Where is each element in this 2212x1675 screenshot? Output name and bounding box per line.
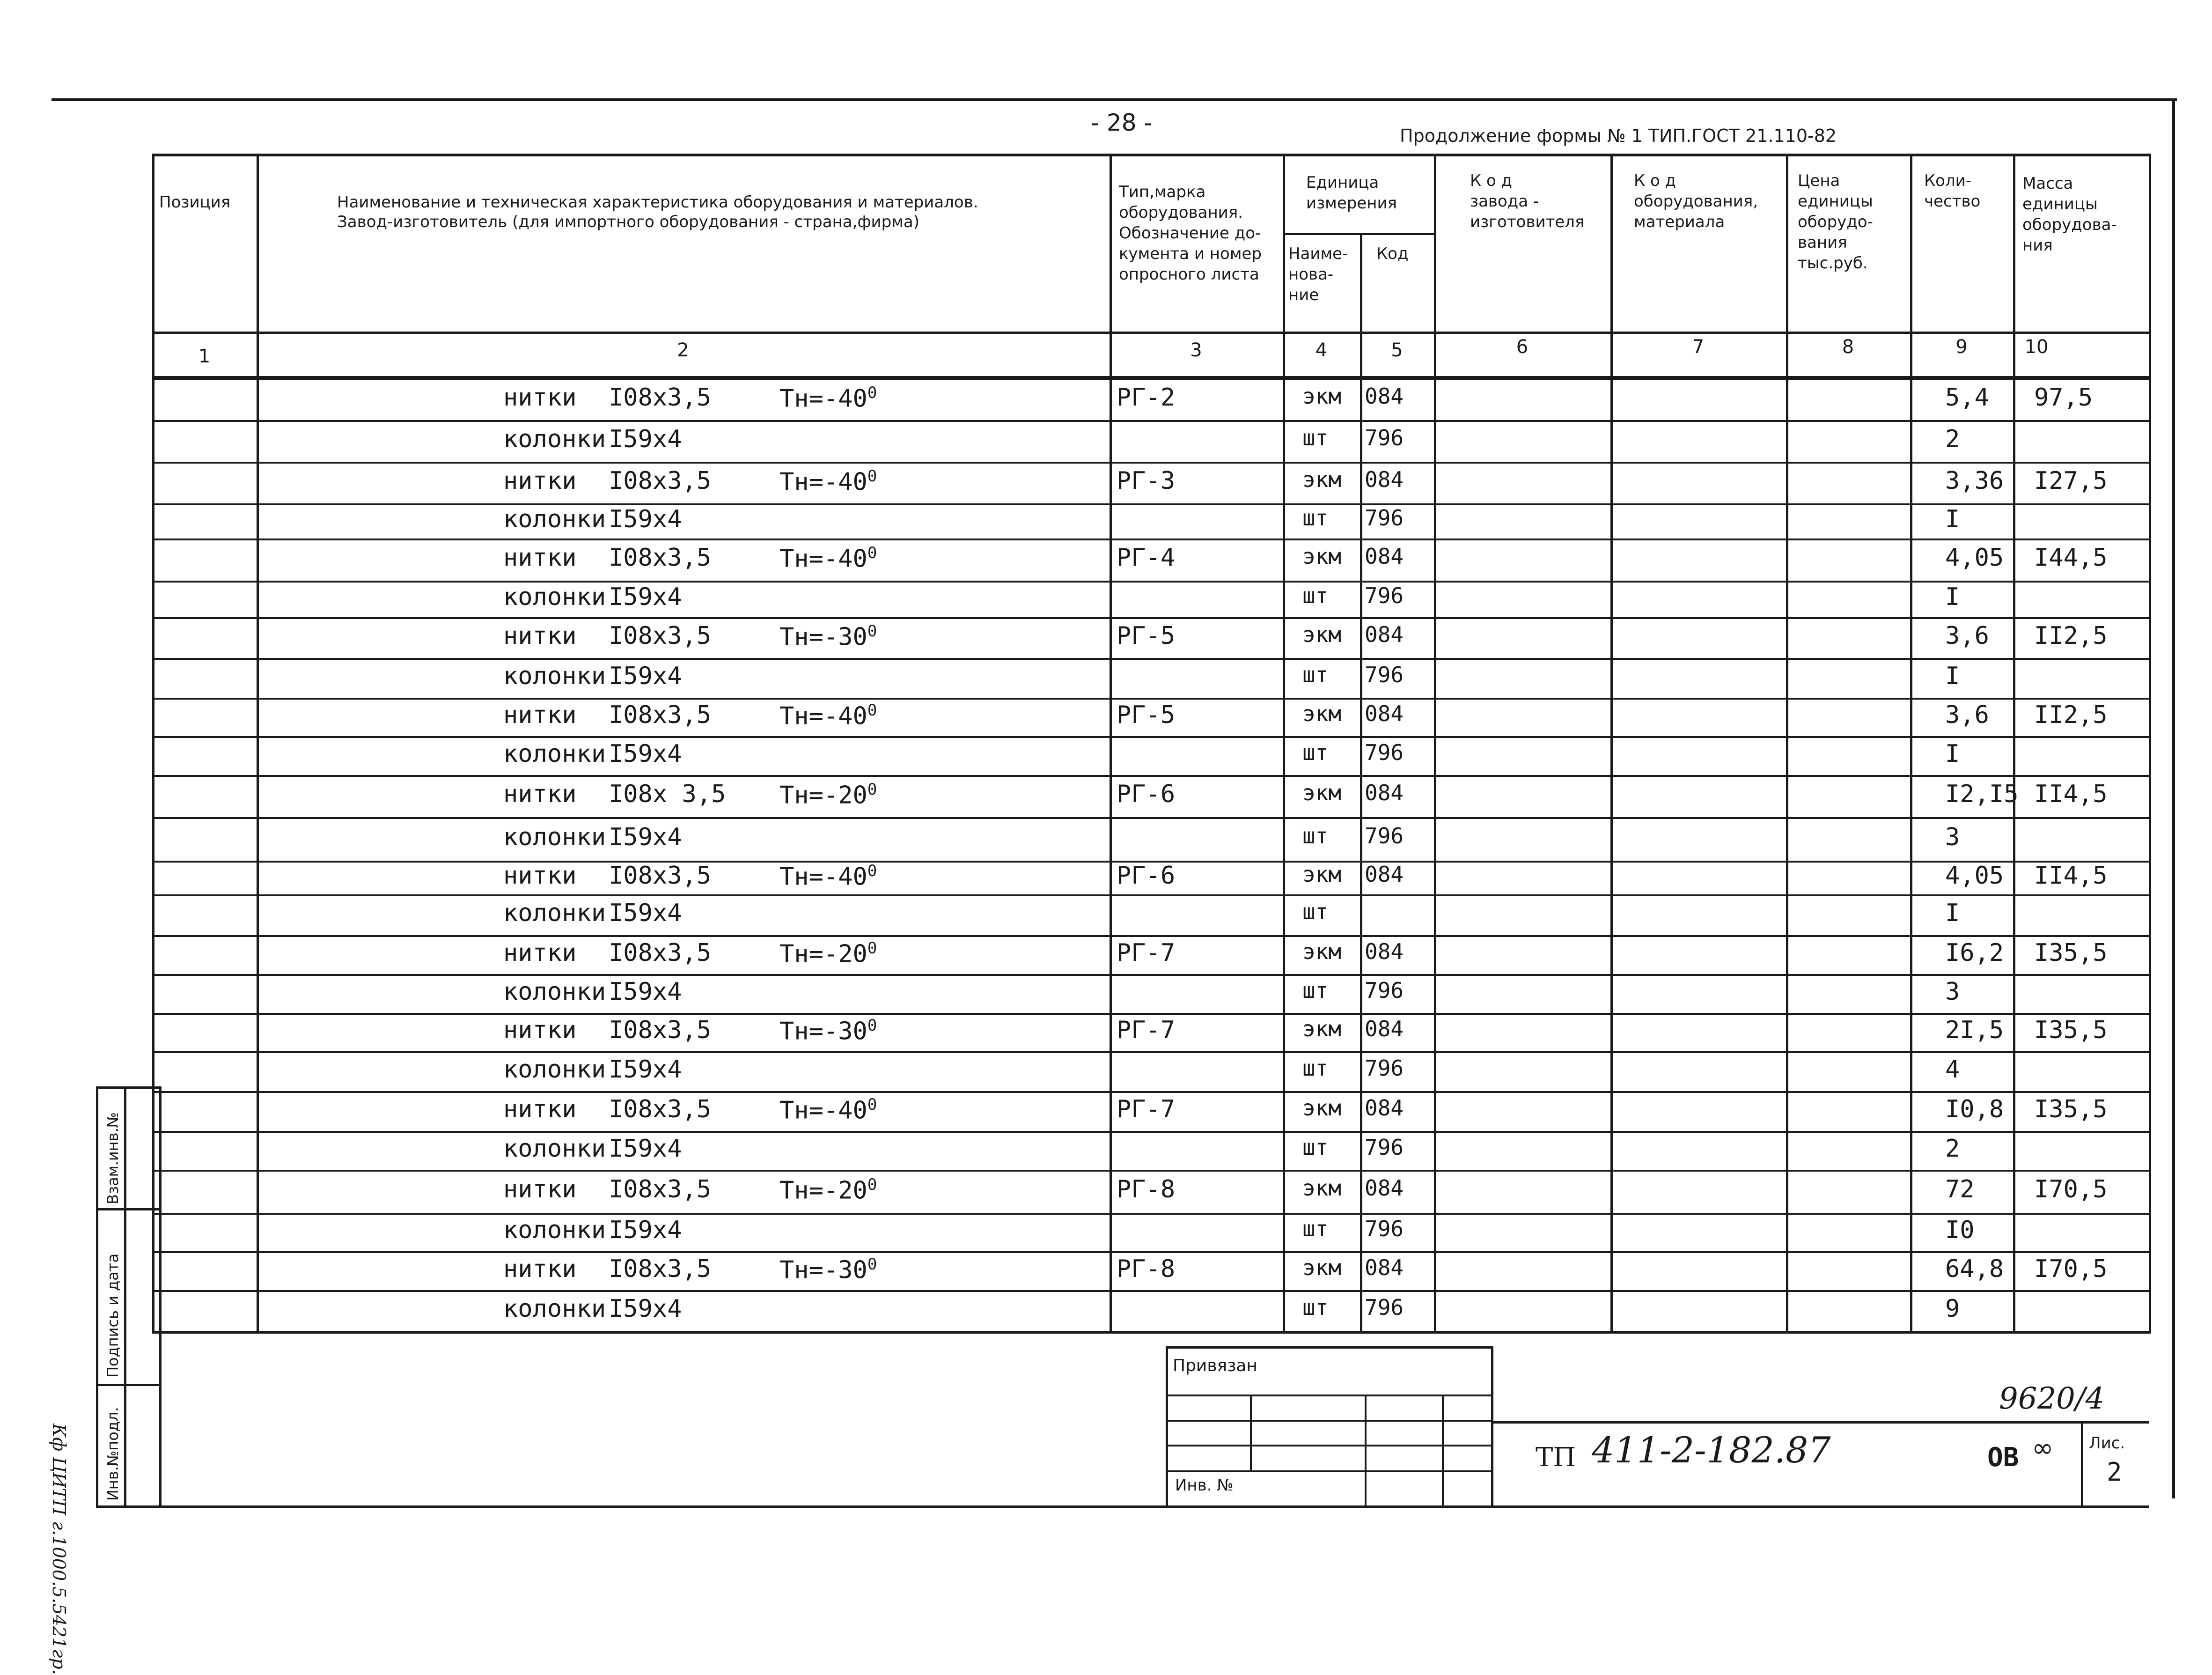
row-quantity: 3,36 [1945, 466, 2004, 495]
col-num-5: 5 [1391, 339, 1403, 361]
stamp-attached: Привязан [1173, 1356, 1257, 1375]
row-size: I08x3,5 [609, 862, 712, 890]
header-mass: Масса единицы оборудова- ния [2022, 174, 2117, 255]
row-unit: экм [1302, 1016, 1342, 1041]
col-num-2: 2 [677, 339, 689, 361]
row-quantity: I6,2 [1945, 938, 2004, 967]
row-label: нитки [503, 383, 577, 412]
row-unit-code: 796 [1365, 977, 1404, 1003]
row-divider [152, 1170, 2151, 1172]
col-line-7 [1786, 154, 1788, 1334]
row-unit: шт [1302, 739, 1329, 765]
doc-number: 9620/4 [1999, 1381, 2105, 1416]
row-unit: шт [1302, 425, 1329, 450]
row-quantity: I0,8 [1945, 1095, 2004, 1123]
row-temperature: $Тн=-30^0$ [779, 621, 877, 651]
row-size: I08x3,5 [609, 383, 712, 412]
row-size: I08x 3,5 [609, 780, 726, 808]
row-label: нитки [503, 1254, 577, 1283]
row-mass: II4,5 [2034, 780, 2108, 808]
col-num-7: 7 [1692, 336, 1705, 358]
row-mass: II4,5 [2034, 862, 2108, 890]
row-unit: экм [1302, 1175, 1342, 1201]
row-label: нитки [503, 1175, 577, 1203]
row-temperature: $Тн=-30^0$ [779, 1016, 877, 1046]
row-size: I59x4 [609, 823, 682, 851]
row-label: нитки [503, 1095, 577, 1123]
row-size: I08x3,5 [609, 466, 712, 495]
side-strip-inner [124, 1086, 126, 1508]
row-mass: I27,5 [2034, 466, 2108, 495]
stamp-grid-v1 [1250, 1395, 1252, 1470]
row-label: колонки [503, 739, 606, 768]
row-label: колонки [503, 823, 606, 851]
section-code: ОВ [1987, 1442, 2019, 1473]
row-size: I08x3,5 [609, 1095, 712, 1123]
header-equipment-code: К о д оборудования, материала [1634, 171, 1758, 231]
row-size: I08x3,5 [609, 701, 712, 729]
row-divider [152, 974, 2151, 976]
col-line-10 [2149, 154, 2151, 1334]
row-unit-code: 796 [1365, 1216, 1404, 1241]
row-size: I08x3,5 [609, 1175, 712, 1203]
degree-mark: 0 [867, 544, 877, 562]
stamp-bottom-line [159, 1505, 2149, 1508]
row-temperature: $Тн=-40^0$ [779, 1095, 877, 1124]
degree-mark: 0 [867, 621, 877, 641]
row-label: нитки [503, 701, 577, 729]
row-quantity: 64,8 [1945, 1254, 2004, 1283]
row-label: колонки [503, 1294, 606, 1323]
row-type: РГ-4 [1117, 544, 1176, 572]
row-size: I08x3,5 [609, 544, 712, 572]
row-unit: шт [1302, 583, 1329, 608]
col-line-0 [152, 154, 154, 1334]
row-type: РГ-6 [1117, 780, 1176, 808]
row-size: I59x4 [609, 583, 682, 611]
row-divider [152, 894, 2151, 896]
row-unit: шт [1302, 1055, 1329, 1081]
row-quantity: I2,I5 [1945, 780, 2019, 808]
row-label: колонки [503, 662, 606, 690]
row-mass: I35,5 [2034, 938, 2108, 967]
row-quantity: 3,6 [1945, 621, 1989, 650]
unit-subheader-line [1283, 233, 1435, 235]
row-divider [152, 420, 2151, 422]
title-block-line [1493, 1421, 2149, 1424]
row-label: колонки [503, 1216, 606, 1244]
row-temperature: $Тн=-30^0$ [779, 1254, 877, 1284]
table-bottom-line [152, 1331, 2151, 1334]
row-label: колонки [503, 425, 606, 453]
row-quantity: 2 [1945, 425, 1960, 453]
row-mass: I35,5 [2034, 1095, 2108, 1123]
stamp-box-top [1166, 1346, 1493, 1349]
row-label: колонки [503, 1055, 606, 1084]
row-divider [152, 1251, 2151, 1253]
side-strip-top [96, 1086, 159, 1089]
row-size: I59x4 [609, 977, 682, 1006]
row-label: нитки [503, 466, 577, 495]
row-size: I59x4 [609, 1055, 682, 1084]
stamp-grid-h2 [1166, 1420, 1493, 1422]
row-unit: шт [1302, 823, 1329, 849]
col-num-8: 8 [1842, 336, 1854, 358]
row-type: РГ-8 [1117, 1175, 1176, 1203]
row-temperature: $Тн=-20^0$ [779, 938, 877, 968]
row-quantity: 5,4 [1945, 383, 1989, 412]
degree-mark: 0 [867, 466, 877, 486]
row-unit: шт [1302, 505, 1329, 531]
row-quantity: I [1945, 739, 1960, 768]
table-top-line [152, 154, 2151, 156]
row-mass: II2,5 [2034, 621, 2108, 650]
side-strip-left [96, 1086, 98, 1508]
row-unit-code: 796 [1365, 1055, 1404, 1081]
col-num-3: 3 [1190, 339, 1202, 361]
row-quantity: 2 [1945, 1134, 1960, 1163]
row-label: нитки [503, 862, 577, 890]
col-num-4: 4 [1315, 339, 1328, 361]
row-quantity: 4,05 [1945, 544, 2004, 572]
right-border [2172, 98, 2175, 1498]
row-mass: I44,5 [2034, 544, 2108, 572]
col-line-1 [257, 154, 259, 1334]
row-quantity: I [1945, 583, 1960, 611]
row-divider [152, 698, 2151, 700]
degree-mark: 0 [867, 780, 877, 799]
row-mass: I35,5 [2034, 1016, 2108, 1044]
row-mass: 97,5 [2034, 383, 2093, 412]
col-line-8 [1910, 154, 1912, 1334]
row-unit: экм [1302, 780, 1342, 805]
col-num-10: 10 [2024, 336, 2049, 358]
row-unit-code: 796 [1365, 583, 1404, 608]
row-label: колонки [503, 583, 606, 611]
stamp-box-left [1166, 1346, 1168, 1505]
row-size: I59x4 [609, 1134, 682, 1163]
stamp-box-right [1491, 1346, 1493, 1505]
row-quantity: 3,6 [1945, 701, 1989, 729]
row-unit: шт [1302, 977, 1329, 1003]
page-number: - 28 - [1091, 109, 1153, 136]
row-type: РГ-3 [1117, 466, 1176, 495]
row-label: колонки [503, 977, 606, 1006]
degree-mark: 0 [867, 701, 877, 720]
row-unit-code: 084 [1365, 1095, 1404, 1121]
col-num-6: 6 [1516, 336, 1529, 358]
row-unit-code: 084 [1365, 1254, 1404, 1280]
row-unit-code: 084 [1365, 544, 1404, 569]
row-divider [152, 736, 2151, 738]
degree-mark: 0 [867, 1095, 877, 1114]
col-line-6 [1610, 154, 1613, 1334]
row-unit: шт [1302, 1294, 1329, 1320]
header-quantity: Коли- чество [1924, 171, 1981, 211]
row-temperature: $Тн=-40^0$ [779, 544, 877, 573]
row-temperature: $Тн=-20^0$ [779, 1175, 877, 1205]
header-price: Цена единицы оборудо- вания тыс.руб. [1798, 171, 1873, 273]
side-strip-div1 [96, 1208, 159, 1210]
row-size: I59x4 [609, 1294, 682, 1323]
row-size: I08x3,5 [609, 1254, 712, 1283]
degree-mark: 0 [867, 1254, 877, 1274]
row-type: РГ-8 [1117, 1254, 1176, 1283]
row-unit-code: 084 [1365, 862, 1404, 887]
row-unit-code: 084 [1365, 466, 1404, 492]
row-label: нитки [503, 544, 577, 572]
sheet-box-line [2081, 1421, 2083, 1505]
row-divider [152, 617, 2151, 619]
col-num-9: 9 [1955, 336, 1968, 358]
row-size: I59x4 [609, 1216, 682, 1244]
row-divider [152, 1131, 2151, 1133]
row-unit-code: 796 [1365, 1294, 1404, 1320]
row-size: I08x3,5 [609, 938, 712, 967]
row-unit: экм [1302, 701, 1342, 726]
row-divider [152, 935, 2151, 937]
row-label: нитки [503, 1016, 577, 1044]
row-unit-code: 084 [1365, 938, 1404, 964]
side-signature-date: Подпись и дата [104, 1253, 122, 1378]
row-type: РГ-5 [1117, 701, 1176, 729]
header-unit-name: Наиме- нова- ние [1288, 244, 1348, 304]
side-strip-div2 [96, 1384, 159, 1386]
row-label: колонки [503, 899, 606, 927]
row-size: I59x4 [609, 662, 682, 690]
row-unit-code: 084 [1365, 701, 1404, 726]
row-divider [152, 462, 2151, 464]
row-type: РГ-2 [1117, 383, 1176, 412]
row-unit: шт [1302, 1134, 1329, 1160]
row-quantity: I [1945, 899, 1960, 927]
row-unit: экм [1302, 383, 1342, 409]
sheet-label: Лис. [2089, 1434, 2125, 1453]
stamp-grid-v2 [1365, 1395, 1367, 1505]
row-divider [152, 775, 2151, 777]
row-divider [152, 1290, 2151, 1292]
row-divider [152, 1091, 2151, 1093]
row-mass: I70,5 [2034, 1254, 2108, 1283]
row-unit-code: 796 [1365, 662, 1404, 687]
stamp-grid-h1 [1166, 1395, 1493, 1396]
row-label: колонки [503, 1134, 606, 1163]
degree-mark: 0 [867, 938, 877, 958]
row-label: нитки [503, 938, 577, 967]
row-temperature: $Тн=-40^0$ [779, 383, 877, 413]
row-unit-code: 796 [1365, 425, 1404, 450]
row-size: I59x4 [609, 505, 682, 533]
header-line [152, 332, 2151, 334]
row-quantity: 4 [1945, 1055, 1960, 1084]
row-quantity: 2I,5 [1945, 1016, 2004, 1044]
row-type: РГ-7 [1117, 1095, 1176, 1123]
top-border [51, 98, 2177, 101]
row-unit-code: 796 [1365, 505, 1404, 531]
row-type: РГ-7 [1117, 1016, 1176, 1044]
row-quantity: 3 [1945, 823, 1960, 851]
row-unit: экм [1302, 1254, 1342, 1280]
row-quantity: I [1945, 662, 1960, 690]
row-size: I59x4 [609, 425, 682, 453]
header-unit: Единица измерения [1306, 173, 1397, 213]
row-quantity: I0 [1945, 1216, 1975, 1244]
row-divider [152, 1051, 2151, 1053]
project-prefix: ТП [1536, 1442, 1576, 1473]
row-size: I59x4 [609, 899, 682, 927]
row-unit: шт [1302, 1216, 1329, 1241]
row-unit-code: 084 [1365, 621, 1404, 647]
col-line-9 [2013, 154, 2015, 1334]
row-divider [152, 378, 2151, 380]
row-label: нитки [503, 780, 577, 808]
header-position: Позиция [159, 193, 231, 212]
degree-mark: 0 [867, 1016, 877, 1035]
row-size: I08x3,5 [609, 1016, 712, 1044]
row-quantity: 9 [1945, 1294, 1960, 1323]
col-line-5 [1434, 154, 1436, 1334]
row-divider [152, 658, 2151, 660]
row-quantity: 72 [1945, 1175, 1975, 1203]
col-line-2 [1110, 154, 1112, 1334]
degree-mark: 0 [867, 383, 877, 402]
row-unit-code: 084 [1365, 780, 1404, 805]
row-quantity: 3 [1945, 977, 1960, 1006]
row-label: колонки [503, 505, 606, 533]
row-unit: экм [1302, 621, 1342, 647]
degree-mark: 0 [867, 862, 877, 880]
degree-mark: 0 [867, 1175, 877, 1194]
row-unit-code: 796 [1365, 1134, 1404, 1160]
side-strip-right [159, 1086, 162, 1508]
header-name-line1: Наименование и техническая характеристика оборудования и материалов. [337, 193, 978, 212]
row-unit-code: 084 [1365, 1175, 1404, 1201]
row-size: I59x4 [609, 739, 682, 768]
row-divider [152, 1213, 2151, 1215]
side-inv-original: Инв.№подл. [104, 1407, 122, 1501]
row-unit: экм [1302, 862, 1342, 887]
row-temperature: $Тн=-40^0$ [779, 701, 877, 731]
row-unit: экм [1302, 1095, 1342, 1121]
form-continuation: Продолжение формы № 1 ТИП.ГОСТ 21.110-82 [1400, 125, 1837, 146]
row-quantity: 4,05 [1945, 862, 2004, 890]
row-unit-code: 084 [1365, 1016, 1404, 1041]
row-unit: экм [1302, 544, 1342, 569]
row-divider [152, 539, 2151, 540]
row-unit-code: 796 [1365, 739, 1404, 765]
header-unit-code: Код [1376, 244, 1409, 263]
side-replace-inv: Взам.инв.№ [104, 1112, 122, 1204]
stamp-grid-h4 [1166, 1470, 1493, 1472]
row-temperature: $Тн=-40^0$ [779, 862, 877, 891]
row-quantity: I [1945, 505, 1960, 533]
sheet-number: 2 [2107, 1457, 2122, 1487]
row-divider [152, 1013, 2151, 1015]
row-unit: экм [1302, 938, 1342, 964]
row-size: I08x3,5 [609, 621, 712, 650]
project-code: 411-2-182.87 [1592, 1429, 1831, 1471]
side-strip-bottom [96, 1505, 159, 1508]
row-unit: шт [1302, 899, 1329, 924]
header-name-line2: Завод-изготовитель (для импортного оборудования - страна,фирма) [337, 213, 919, 231]
row-unit-code: 084 [1365, 383, 1404, 409]
stamp-inv-no: Инв. № [1175, 1476, 1234, 1495]
col-num-1: 1 [198, 346, 211, 367]
row-divider [152, 817, 2151, 819]
row-mass: I70,5 [2034, 1175, 2108, 1203]
row-type: РГ-6 [1117, 862, 1176, 890]
row-unit-code: 796 [1365, 823, 1404, 849]
stamp-grid-v3 [1442, 1395, 1444, 1505]
row-type: РГ-5 [1117, 621, 1176, 650]
header-factory-code: К о д завода - изготовителя [1470, 171, 1585, 231]
row-label: нитки [503, 621, 577, 650]
row-type: РГ-7 [1117, 938, 1176, 967]
row-unit: экм [1302, 466, 1342, 492]
row-temperature: $Тн=-40^0$ [779, 466, 877, 496]
side-handwritten-note: Кф ЦИТП г.1000.5.5421гр. [49, 1424, 69, 1675]
header-type: Тип,марка оборудования. Обозначение до- кумента и номер опросного листа [1119, 183, 1262, 284]
stamp-grid-h3 [1166, 1445, 1493, 1446]
col-line-3 [1283, 154, 1285, 1334]
row-unit: шт [1302, 662, 1329, 687]
section-mark: ∞ [2032, 1433, 2054, 1463]
row-mass: II2,5 [2034, 701, 2108, 729]
row-temperature: $Тн=-20^0$ [779, 780, 877, 810]
row-divider [152, 503, 2151, 505]
row-divider [152, 581, 2151, 583]
col-line-4 [1360, 234, 1362, 1334]
